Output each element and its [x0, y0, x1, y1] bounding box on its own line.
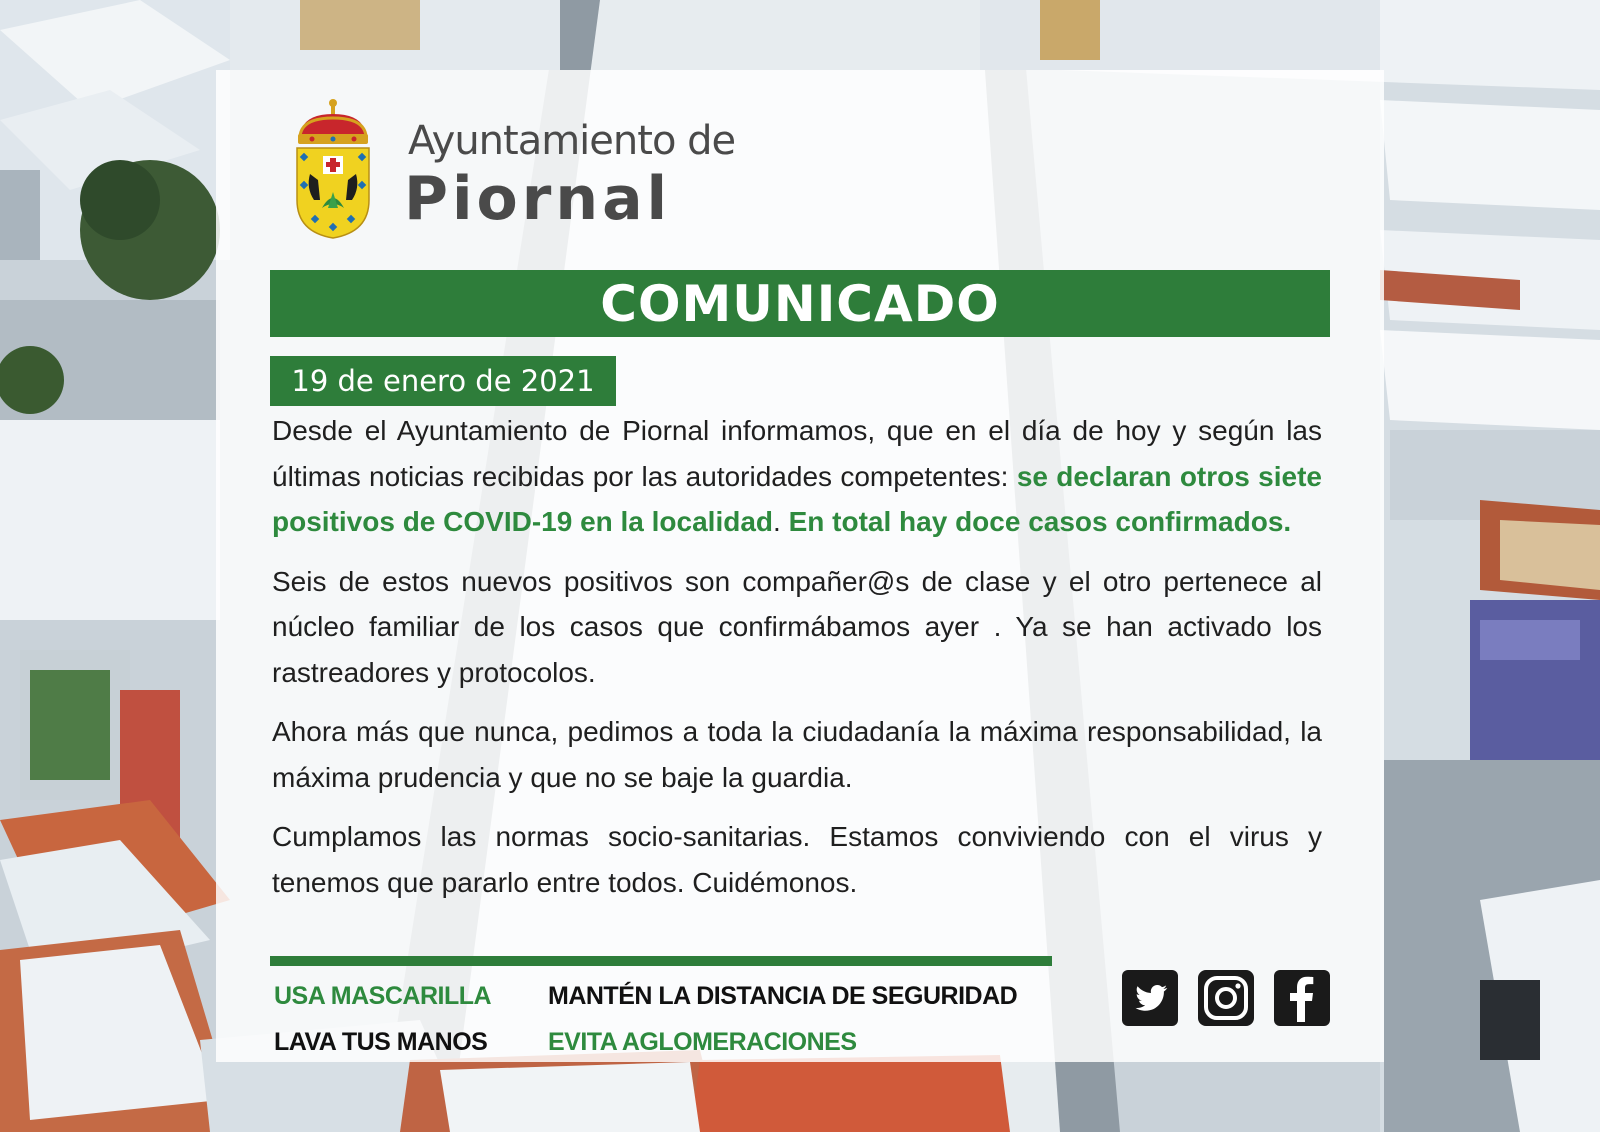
announcement-card [216, 70, 1384, 1062]
comunicado-banner: COMUNICADO [270, 270, 1330, 337]
paragraph-1 [272, 408, 1322, 545]
p1-total: En total hay doce casos confirmados. [788, 506, 1292, 537]
social-links [1122, 970, 1342, 1030]
divider [270, 956, 1052, 966]
announcement-body [272, 408, 1322, 919]
safety-tips [274, 972, 1074, 1068]
instagram-icon[interactable] [1198, 970, 1254, 1026]
tip-hands: LAVA TUS MANOS [274, 1028, 488, 1056]
tip-crowds: EVITA AGLOMERACIONES [548, 1028, 857, 1056]
twitter-icon[interactable] [1122, 970, 1178, 1026]
date-badge: 19 de enero de 2021 [270, 356, 616, 406]
header [292, 96, 752, 246]
p1-separator: . [773, 506, 789, 537]
tip-mask: USA MASCARILLA [274, 982, 492, 1010]
coat-of-arms-icon [292, 96, 374, 240]
p1-text: Desde el Ayuntamiento de Piornal informamos, que en el día de hoy y según las últimas noticias recibidas por las autoridades competentes: [272, 415, 1322, 492]
paragraph-3: Ahora más que nunca, pedimos a toda la ciudadanía la máxima responsabilidad, la máxima prudencia y que no se baje la guardia. [272, 716, 1322, 793]
paragraph-4: Cumplamos las normas socio-sanitarias. Estamos conviviendo con el virus y tenemos que pararlo entre todos. Cuidémonos. [272, 821, 1322, 898]
paragraph-2: Seis de estos nuevos positivos son compañer@s de clase y el otro pertenece al núcleo familiar de los casos que confirmábamos ayer . Ya se han activado los rastreadores y protocolos. [272, 565, 1322, 688]
brand-subtitle: Ayuntamiento de [408, 118, 736, 164]
brand-title: Piornal [404, 164, 672, 234]
facebook-icon[interactable] [1274, 970, 1330, 1026]
p1-highlight: se declaran otros siete positivos de COVID-19 en la localidad [272, 460, 1322, 537]
tip-distance: MANTÉN LA DISTANCIA DE SEGURIDAD [548, 982, 1018, 1010]
